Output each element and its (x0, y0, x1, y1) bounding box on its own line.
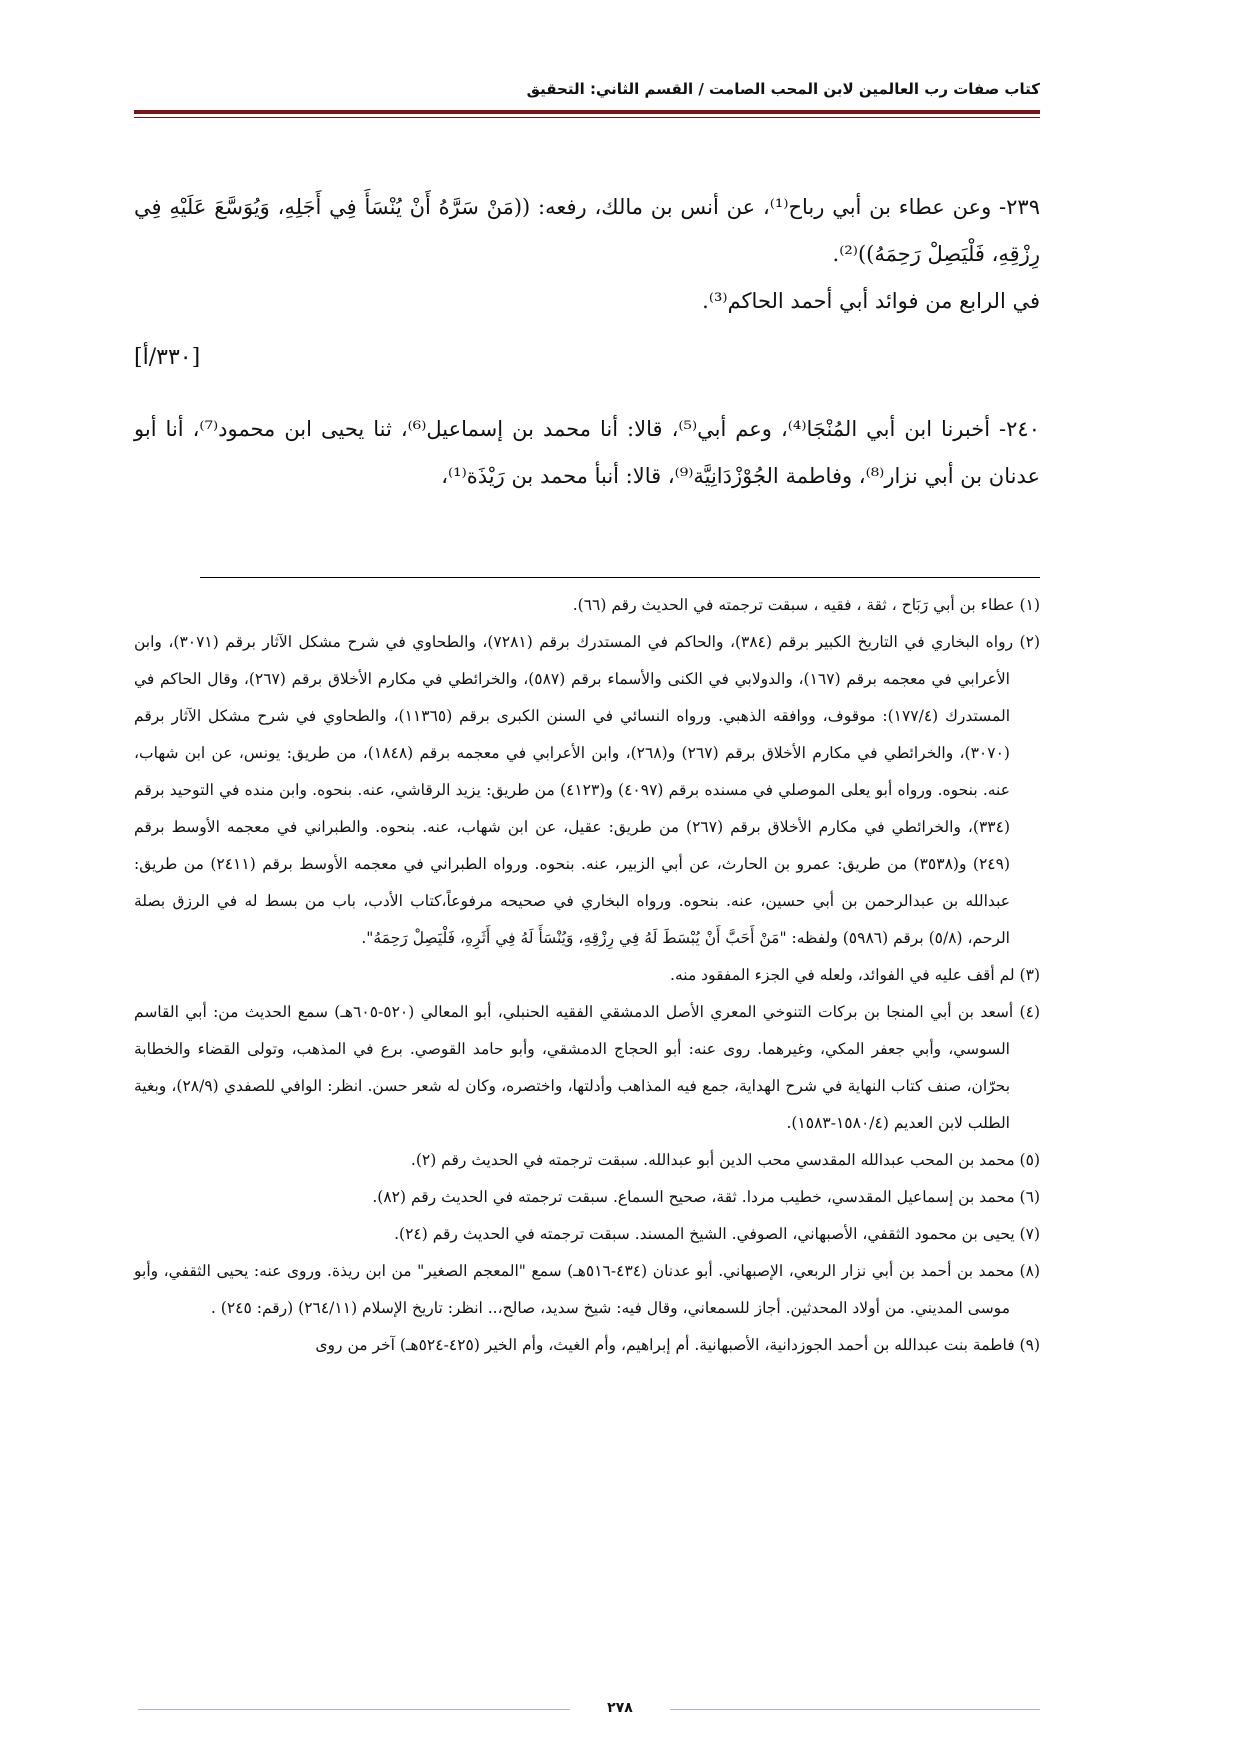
hadith-240-block (134, 406, 1040, 500)
footnote-1: (١) عطاء بن أبي رَبَاح ، ثقة ، فقيه ، سبقت ترجمته في الحديث رقم (٦٦). (572, 596, 1040, 614)
running-header (134, 70, 1040, 112)
hadith-240-text: ٢٤٠- أخبرنا ابن أبي المُنْجَا⁽⁴⁾، وعم أبي⁽⁵⁾، قالا: أنا محمد بن إسماعيل⁽⁶⁾، ثنا يحيى ابن محمود⁽⁷⁾، أنا أبو عدنان بن أبي نزار⁽⁸⁾، وفاطمة الجُوْزْدَانِيَّة⁽⁹⁾، قالا: أنبأ محمد بن رَيْذَة⁽¹⁾، (134, 417, 1040, 488)
footnote-3: (٣) لم أقف عليه في الفوائد، ولعله في الجزء المفقود منه. (670, 966, 1040, 984)
hadith-239-text: ٢٣٩- وعن عطاء بن أبي رباح⁽¹⁾، عن أنس بن مالك، رفعه: ((مَنْ سَرَّهُ أَنْ يُنْسَأَ فِي أَجَلِهِ، وَيُوَسَّعَ عَلَيْهِ فِي رِزْقِهِ، فَلْيَصِلْ رَحِمَهُ))⁽²⁾. (134, 195, 1040, 266)
header-title: كتاب صفات رب العالمين لابن المحب الصامت / القسم الثاني: التحقيق (526, 80, 1040, 98)
header-rule-thick (134, 110, 1040, 114)
footnotes (134, 587, 1040, 1364)
page-number: ٢٧٨ (570, 1700, 670, 1716)
footnote-8: (٨) محمد بن أحمد بن أبي نزار الربعي، الإصبهاني. أبو عدنان (٤٣٤-٥١٦هـ) سمع "المعجم الصغير" من ابن ريذة. وروى عنه: يحيى الثقفي، وأبو موسى المديني. من أولاد المحدثين. أجاز للسمعاني، وقال فيه: شيخ سديد، صالح،.. انظر: تاريخ الإسلام (٢٦٤/١١) (رقم: ٢٤٥) . (134, 1262, 1040, 1317)
footnote-5: (٥) محمد بن المحب عبدالله المقدسي محب الدين أبو عبدالله. سبقت ترجمته في الحديث رقم (٢). (410, 1151, 1040, 1169)
footnote-7: (٧) يحيى بن محمود الثقفي، الأصبهاني، الصوفي. الشيخ المسند. سبقت ترجمته في الحديث رقم (٢٤). (394, 1225, 1040, 1243)
footnote-4: (٤) أسعد بن أبي المنجا بن بركات التنوخي المعري الأصل الدمشقي الفقيه الحنبلي، أبو المعالي (٥٢٠-٦٠٥هـ) سمع الحديث من: أبي القاسم السوسي، وأبي جعفر المكي، وغيرهما. روى عنه: أبو الحجاج الدمشقي، وأبو حامد القوصي. برع في المذهب، وتولى القضاء والخطابة بحرّان، صنف كتاب النهاية في شرح الهداية، جمع فيه المذاهب وأدلتها، واختصره، وكان له شعر حسن. انظر: الوافي للصفدي (٢٨/٩)، وبغية الطلب لابن العديم (١٥٨٠/٤-١٥٨٣). (134, 1003, 1040, 1132)
footnote-2: (٢) رواه البخاري في التاريخ الكبير برقم (٣٨٤)، والحاكم في المستدرك برقم (٧٢٨١)، والطحاوي في شرح مشكل الآثار برقم (٣٠٧١)، وابن الأعرابي في معجمه برقم (١٦٧)، والدولابي في الكنى والأسماء برقم (٥٨٧)، والخرائطي في مكارم الأخلاق برقم (٢٦٧)، وقال الحاكم في المستدرك (١٧٧/٤): موقوف، ووافقه الذهبي. ورواه النسائي في السنن الكبرى برقم (١١٣٦٥)، والطحاوي في شرح مشكل الآثار برقم (٣٠٧٠)، والخرائطي في مكارم الأخلاق برقم (٢٦٧) و(٢٦٨)، وابن الأعرابي في معجمه برقم (١٨٤٨)، من طريق: يونس، عن ابن شهاب، عنه. بنحوه. ورواه أبو يعلى الموصلي في مسنده برقم (٤٠٩٧) و(٤١٢٣) من طريق: يزيد الرقاشي، عنه. بنحوه. وابن منده في التوحيد برقم (٣٣٤)، والخرائطي في مكارم الأخلاق برقم (٢٦٧) من طريق: عقيل، عن ابن شهاب، عنه. بنحوه. والطبراني في معجمه الأوسط برقم (٢٤٩) و(٣٥٣٨) من طريق: عمرو بن الحارث، عن أبي الزبير، عنه. بنحوه. ورواه الطبراني في معجمه الأوسط برقم (٢٤١١) من طريق: عبدالله بن عبدالرحمن بن أبي حسين، عنه. بنحوه. ورواه البخاري في صحيحه مرفوعاً،كتاب الأدب، باب من بسط له في الرزق بصلة الرحم، (٥/٨) برقم (٥٩٨٦) ولفظه: "مَنْ أَحَبَّ أَنْ يُبْسَطَ لَهُ فِي رِزْقِهِ، وَيُنْسَأَ لَهُ فِي أَثَرِهِ، فَلْيَصِلْ رَحِمَهُ". (134, 633, 1040, 947)
hadith-239-source: في الرابع من فوائد أبي أحمد الحاكم⁽³⁾. (702, 289, 1040, 313)
folio-reference: [٣٣٠/أ] (134, 345, 201, 370)
footnote-6: (٦) محمد بن إسماعيل المقدسي، خطيب مردا. ثقة، صحيح السماع. سبقت ترجمته في الحديث رقم (٨٢). (372, 1188, 1040, 1206)
footnote-separator (200, 577, 1040, 578)
header-rule-thin (134, 117, 1040, 118)
footnote-9: (٩) فاطمة بنت عبدالله بن أحمد الجوزدانية، الأصبهانية. أم إبراهيم، وأم الغيث، وأم الخير (٤٢٥-٥٢٤هـ) آخر من روى (315, 1336, 1040, 1354)
hadith-239-block (134, 184, 1040, 325)
